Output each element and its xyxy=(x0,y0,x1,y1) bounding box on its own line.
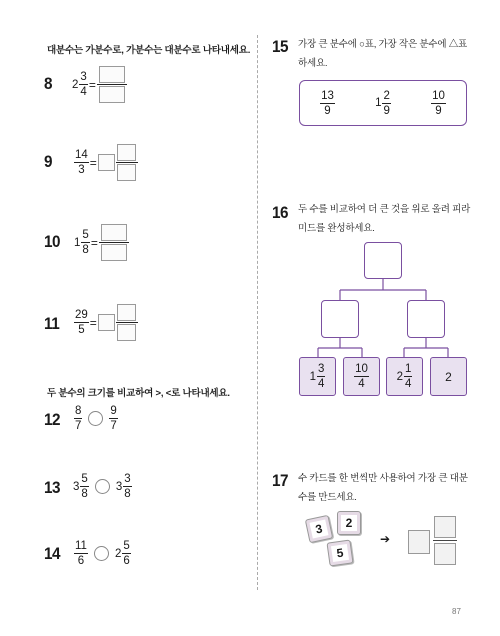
answer-numerator-box[interactable] xyxy=(101,224,127,241)
question-8: 2 $\frac{3}{4}$ = xyxy=(72,66,127,103)
answer-fraction-boxes xyxy=(97,66,127,103)
right-arrow-icon: ➔ xyxy=(380,532,391,546)
question-16-text: 두 수를 비교하여 더 큰 것을 위로 올려 피라 미드를 완성하세요. xyxy=(298,204,471,234)
pyramid-top-box[interactable] xyxy=(364,242,402,279)
question-13: 3 $\frac{5}{8}$ 3 $\frac{3}{8}$ xyxy=(73,473,131,500)
question-number-14: 14 xyxy=(44,544,61,563)
fraction: $\frac{14}{3}$ xyxy=(75,149,88,176)
question-number-9: 9 xyxy=(44,152,53,171)
question-number-10: 10 xyxy=(44,232,61,251)
answer-whole-box[interactable] xyxy=(98,154,115,171)
choice-fraction[interactable]: $\frac{13}{9}$ xyxy=(321,89,334,117)
question-15-text: 가장 큰 분수에 ○표, 가장 작은 분수에 △표 하세요. xyxy=(298,39,468,69)
fraction-choice-box xyxy=(299,80,467,126)
question-number-17: 17 xyxy=(272,471,289,490)
number-card[interactable]: 2 xyxy=(337,511,361,535)
answer-fraction-boxes xyxy=(116,144,138,181)
instruction-convert: 대분수는 가분수로, 가분수는 대분수로 나타내세요. xyxy=(47,45,251,56)
pyramid-card-4: 2 xyxy=(430,357,467,396)
pyramid-middle-left-box[interactable] xyxy=(321,300,359,338)
answer-numerator-box[interactable] xyxy=(117,304,136,321)
question-number-11: 11 xyxy=(44,314,60,333)
instruction-compare: 두 분수의 크기를 비교하여 >, <로 나타내세요. xyxy=(47,388,230,399)
choice-fraction[interactable]: 1 $\frac{2}{9}$ xyxy=(375,89,390,117)
fraction-bar xyxy=(433,540,457,541)
answer-denominator-box[interactable] xyxy=(117,164,136,181)
question-number-15: 15 xyxy=(272,37,289,56)
comparison-circle[interactable] xyxy=(88,411,103,426)
question-12: $\frac{8}{7}$ $\frac{9}{7}$ xyxy=(75,405,117,432)
question-number-12: 12 xyxy=(44,410,61,429)
page-number: 87 xyxy=(452,607,461,616)
question-number-13: 13 xyxy=(44,478,61,497)
comparison-circle[interactable] xyxy=(94,546,109,561)
answer-numerator-box[interactable] xyxy=(434,516,456,538)
answer-whole-box[interactable] xyxy=(98,314,115,331)
pyramid-card-3: 2 $\frac{1}{4}$ xyxy=(386,357,423,396)
whole: 2 xyxy=(72,78,79,91)
number-card[interactable]: 3 xyxy=(305,515,333,543)
answer-numerator-box[interactable] xyxy=(117,144,136,161)
answer-whole-box[interactable] xyxy=(408,530,430,554)
question-number-16: 16 xyxy=(272,203,289,222)
answer-denominator-box[interactable] xyxy=(101,244,127,261)
fraction: $\frac{3}{4}$ xyxy=(80,71,87,98)
fraction: $\frac{29}{5}$ xyxy=(75,309,88,336)
question-10: 1 $\frac{5}{8}$ = xyxy=(74,224,129,261)
fraction: $\frac{5}{8}$ xyxy=(82,229,89,256)
pyramid-card-1: 1 $\frac{3}{4}$ xyxy=(299,357,336,396)
answer-denominator-box[interactable] xyxy=(99,86,125,103)
answer-denominator-box[interactable] xyxy=(117,324,136,341)
pyramid-card-2: $\frac{10}{4}$ xyxy=(343,357,380,396)
column-divider xyxy=(257,35,258,590)
answer-denominator-box[interactable] xyxy=(434,543,456,565)
question-14: $\frac{11}{6}$ 2 $\frac{5}{6}$ xyxy=(75,540,130,567)
answer-fraction-boxes xyxy=(99,224,129,261)
pyramid-middle-right-box[interactable] xyxy=(407,300,445,338)
answer-numerator-box[interactable] xyxy=(99,66,125,83)
comparison-circle[interactable] xyxy=(95,479,110,494)
question-11: $\frac{29}{5}$ = xyxy=(74,304,138,341)
question-9: $\frac{14}{3}$ = xyxy=(74,144,138,181)
answer-fraction-boxes xyxy=(116,304,138,341)
number-card[interactable]: 5 xyxy=(326,539,353,566)
choice-fraction[interactable]: $\frac{10}{9}$ xyxy=(432,89,445,117)
question-17-text: 수 카드를 한 번씩만 사용하여 가장 큰 대분 수를 만드세요. xyxy=(298,473,468,503)
question-number-8: 8 xyxy=(44,74,53,93)
